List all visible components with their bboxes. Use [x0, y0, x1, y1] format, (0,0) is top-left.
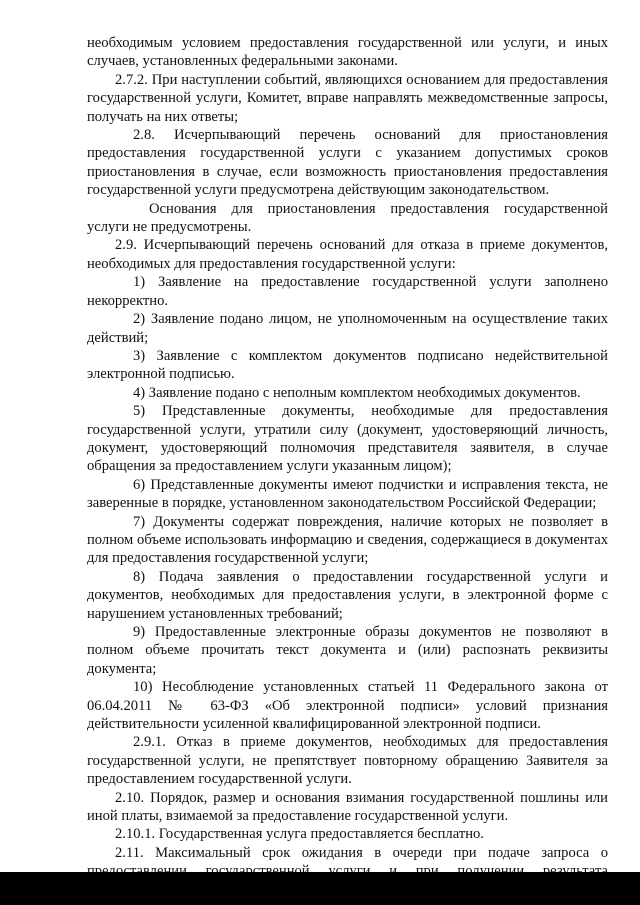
list-item-3: 3) Заявление с комплектом документов подписано недействительной электронной подписью. [87, 347, 608, 383]
paragraph-suspension-grounds: Основания для приостановления предоставления государственной услуги не предусмотрены. [87, 200, 608, 236]
list-item-9: 9) Предоставленные электронные образы документов не позволяют в полном объеме прочитать текст документа и (или) распознать реквизиты документа; [87, 624, 608, 677]
paragraph-2-9: 2.9. Исчерпывающий перечень оснований для отказа в приеме документов, необходимых для предоставления государственной услуги: [87, 237, 608, 272]
paragraph-2-8: 2.8. Исчерпывающий перечень оснований для приостановления предоставления государственной услуги с указанием допустимых сроков приостановления в случае, если возможность приостановления предоставления государственной услуги предусмотрена действующим законодательством. [87, 127, 608, 199]
scan-border-bar [0, 872, 640, 905]
paragraph-2-11: 2.11. Максимальный срок ожидания в очереди при подаче запроса о [115, 844, 608, 861]
list-item-8: 8) Подача заявления о предоставлении государственной услуги и документов, необходимых для предоставления услуги, в электронной форме с нарушением установленных требований; [87, 568, 608, 622]
list-item-7: 7) Документы содержат повреждения, наличие которых не позволяет в полном объеме использовать информацию и сведения, содержащиеся в документах для предоставления государственной услуги; [87, 513, 608, 567]
paragraph-2-9-1: 2.9.1. Отказ в приеме документов, необходимых для предоставления государственной услуги, не препятствует повторному обращению Заявителя за предоставлением государственной услуги. [87, 734, 608, 788]
paragraph-2-7-2: 2.7.2. При наступлении событий, являющихся основанием для предоставления государственной услуги, Комитет, вправе направлять межведомственные запросы, получать на них ответы; [87, 71, 608, 125]
document-body [87, 34, 608, 899]
paragraph-2-10-1: 2.10.1. Государственная услуга предоставляется бесплатно. [115, 826, 484, 843]
list-item-2: 2) Заявление подано лицом, не уполномоченным на осуществление таких действий; [87, 311, 608, 346]
list-item-10: 10) Несоблюдение установленных статьей 11 Федерального закона от 06.04.2011 № 63-ФЗ «Об электронной подписи» условий признания действительности усиленной квалифицированной электронной подписи. [87, 679, 608, 733]
paragraph-continuation: необходимым условием предоставления государственной или услуги, и иных случаев, установленных федеральными законами. [87, 35, 608, 70]
paragraph-2-10: 2.10. Порядок, размер и основания взимания государственной пошлины или иной платы, взимаемой за предоставление государственной услуги. [87, 789, 608, 825]
list-item-6: 6) Представленные документы имеют подчистки и исправления текста, не заверенные в порядке, установленном законодательством Российской Федерации; [87, 476, 608, 512]
list-item-1: 1) Заявление на предоставление государственной услуги заполнено некорректно. [87, 274, 608, 309]
list-item-4: 4) Заявление подано с неполным комплектом необходимых документов. [133, 384, 581, 401]
list-item-5: 5) Представленные документы, необходимые для предоставления государственной услуги, утратили силу (документ, удостоверяющий личность, документ, удостоверяющий полномочия представителя заявителя, в случае обращения за предоставлением услуги указанным лицом); [87, 403, 608, 475]
